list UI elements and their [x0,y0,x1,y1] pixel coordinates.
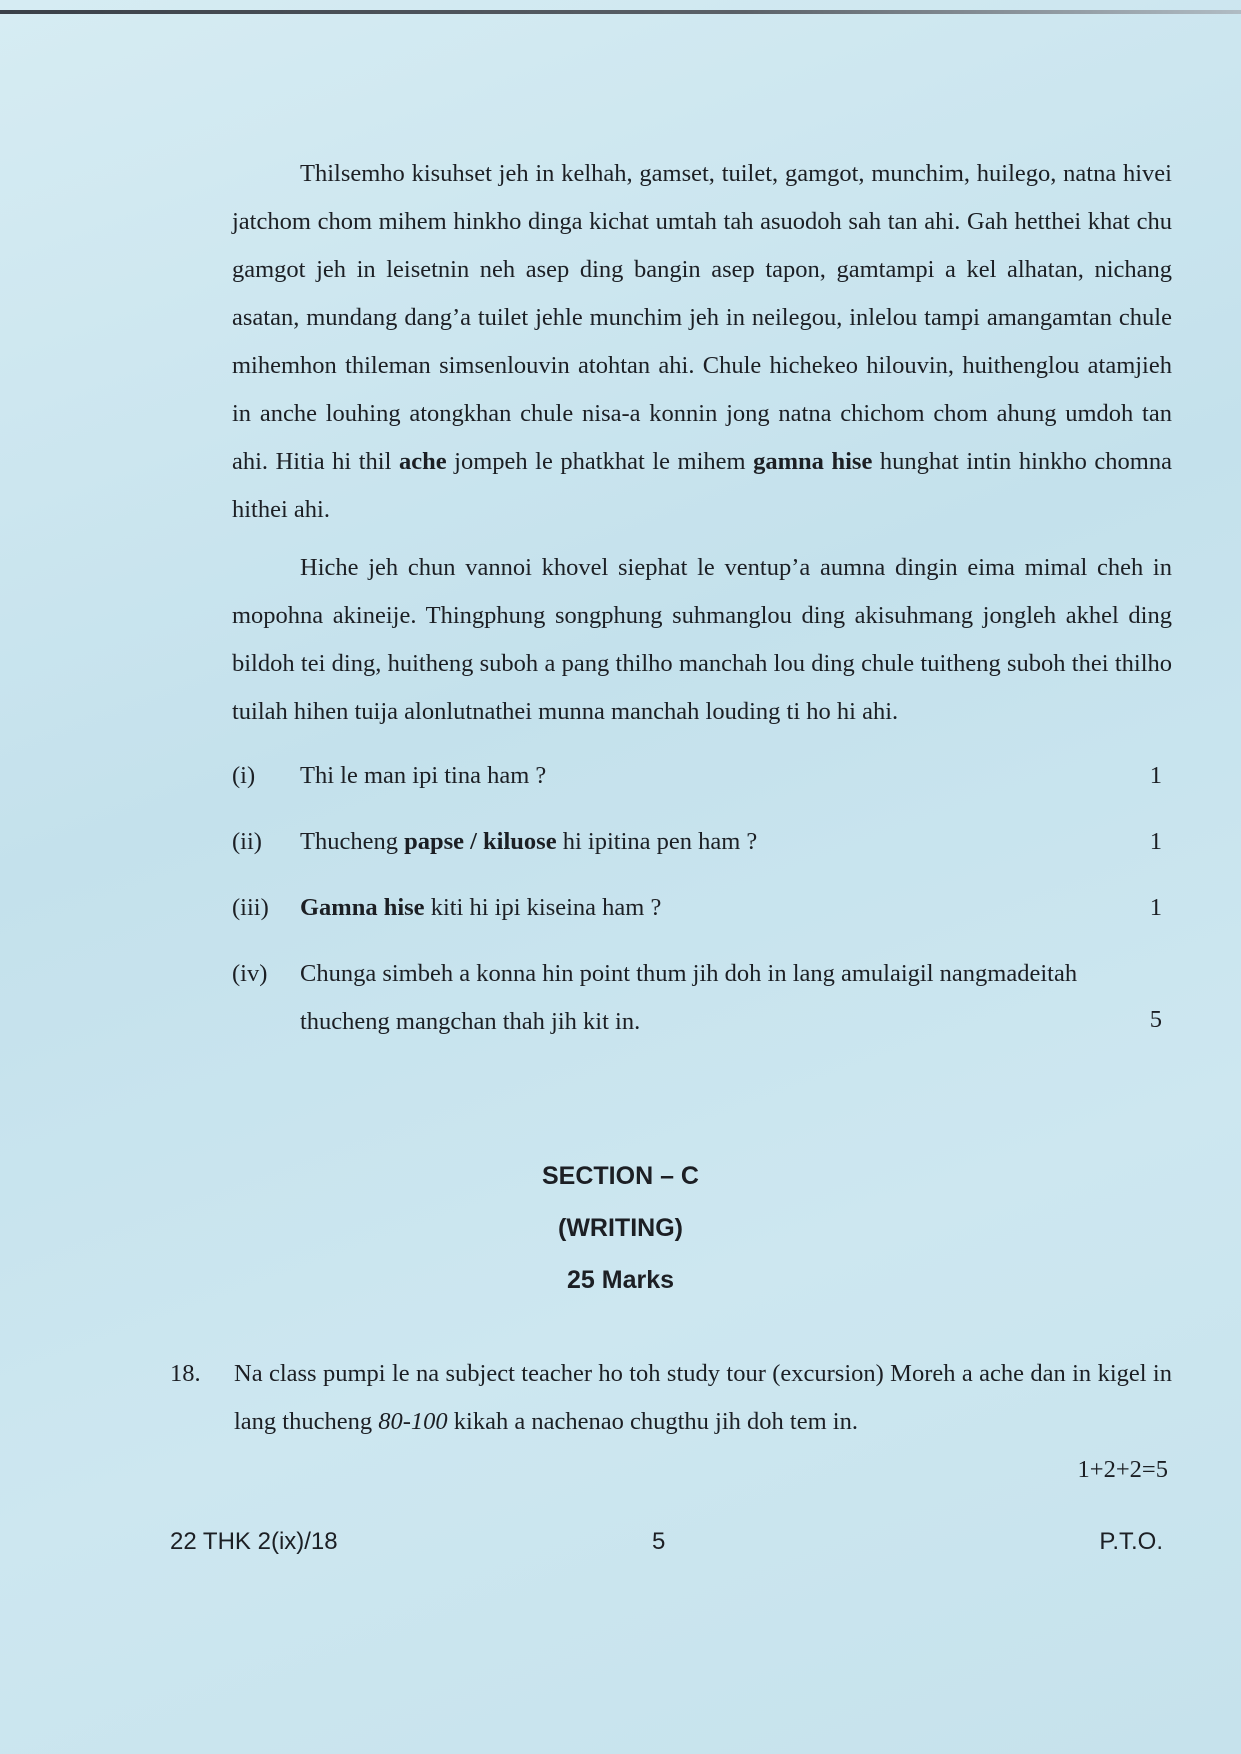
passage-paragraph-2: Hiche jeh chun vannoi khovel siephat le ventup’a aumna dingin eima mimal cheh in mopohna akineije. Thingphung songphung suhmanglou ding akisuhmang jongleh akhel ding bildoh tei ding, huitheng suboh a pang thilho manchah lou ding chule tuitheng suboh thei thilho tuilah hihen tuija alonlutnathei munna manchah louding ti ho hi ahi. [232,554,1172,725]
question-18-marks: 1+2+2=5 [1077,1456,1168,1483]
question-text [300,752,1172,800]
question-text [300,950,1172,1046]
section-subtitle: (WRITING) [558,1214,683,1242]
question-text-part: Thi le man ipi tina ham ? [300,762,547,789]
q18-word-range: 80-100 [378,1408,448,1435]
question-item [232,818,1172,866]
question-number: (ii) [232,828,262,855]
question-bold-part: Gamna hise [300,894,425,921]
question-bold-part: papse / kiluose [404,828,557,855]
question-item [232,950,1172,1046]
question-marks: 1 [1149,828,1162,855]
question-number: (iii) [232,894,269,921]
question-text [300,818,1172,866]
q18-text-before: Na class pumpi le na subject teacher ho toh study tour (excursion) Moreh a ache dan in kigel in lang thucheng [234,1360,1172,1435]
para1-bold-2: gamna hise [753,448,873,475]
section-marks: 25 Marks [566,1266,675,1294]
question-18-text [234,1350,1172,1446]
question-marks: 1 [1149,762,1162,789]
footer-pto: P.T.O. [1099,1528,1163,1555]
question-18-number: 18. [170,1360,201,1387]
para1-text-2: jompeh le phatkhat le mihem [446,448,754,475]
footer-page-number: 5 [652,1528,666,1555]
question-number: (iv) [232,960,268,987]
question-marks: 1 [1149,894,1162,921]
question-item [232,884,1172,932]
question-list [232,752,1172,1046]
passage-block [232,150,1172,1064]
question-number: (i) [232,762,256,789]
q18-text-after: kikah a nachenao chugthu jih doh tem in. [447,1408,858,1435]
question-text-part: hi ipitina pen ham ? [556,828,758,855]
para1-text-3: hunghat intin hinkho chomna hithei ahi. [232,448,1172,523]
top-edge-line [0,10,1241,14]
passage-paragraph-1 [232,150,1172,534]
question-text-part: kiti hi ipi kiseina ham ? [424,894,662,921]
para1-bold-1: ache [398,448,447,475]
question-marks: 5 [1149,1006,1162,1033]
section-title: SECTION – C [542,1162,699,1190]
footer-paper-code: 22 THK 2(ix)/18 [170,1528,338,1555]
question-text-part: Thucheng [300,828,405,855]
question-text-part: Chunga simbeh a konna hin point thum jih doh in lang amulaigil nangmadeitah thucheng mangchan thah jih kit in. [300,960,1078,1035]
question-text [300,884,1172,932]
question-18 [170,1350,1172,1494]
para1-text-1: Thilsemho kisuhset jeh in kelhah, gamset, tuilet, gamgot, munchim, huilego, natna hivei jatchom chom mihem hinkho dinga kichat umtah tah asuodoh sah tan ahi. Gah hetthei khat chu gamgot jeh in leisetnin neh asep ding bangin asep tapon, gamtampi a kel alhatan, nichang asatan, mundang dang’a tuilet jehle munchim jeh in neilegou, inlelou tampi amangamtan chule mihemhon thileman simsenlouvin atohtan ahi. Chule hichekeo hilouvin, huithenglou atamjieh in anche louhing atongkhan chule nisa-a konnin jong natna chichom chom ahung umdoh tan ahi. Hitia hi thil [232,160,1172,475]
question-item [232,752,1172,800]
